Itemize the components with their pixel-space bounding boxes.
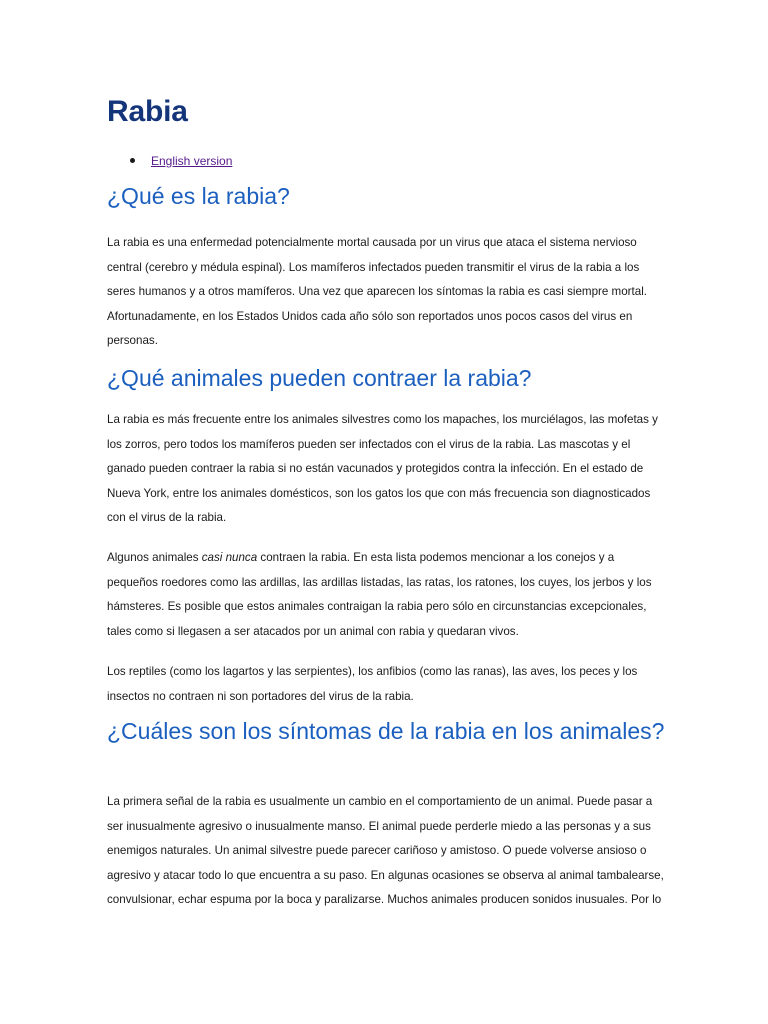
bullet-icon	[130, 158, 135, 163]
page-title: Rabia	[107, 95, 188, 128]
emphasis-casi-nunca: casi nunca	[201, 551, 258, 564]
paragraph-rare-animals-before: Algunos animales	[107, 551, 202, 564]
english-version-link[interactable]: English version	[151, 154, 233, 168]
paragraph-symptoms: La primera señal de la rabia es usualmente un cambio en el comportamiento de un animal. Puede pasar a ser inusualmente agresivo o inusualmente manso. El animal puede perderle miedo a las personas y a sus enemigos naturales. Un animal silvestre puede parecer cariñoso y amistoso. O puede volverse ansioso o agresivo y atacar todo lo que encuentra a su paso. En algunas ocasiones se observa al animal tambalearse, convulsionar, echar espuma por la boca y paralizarse. Muchos animales producen sonidos inusuales. Por lo	[107, 795, 664, 907]
paragraph-frequent-animals: La rabia es más frecuente entre los animales silvestres como los mapaches, los murciélagos, las mofetas y los zorros, pero todos los mamíferos pueden ser infectados con el virus de la rabia. Las mascotas y el ganado pueden contraer la rabia si no están vacunados y protegidos contra la infección. En el estado de Nueva York, entre los animales domésticos, son los gatos los que con más frecuencia son diagnosticados con el virus de la rabia.	[107, 413, 658, 525]
paragraph-what-is-rabies: La rabia es una enfermedad potencialmente mortal causada por un virus que ataca el sistema nervioso central (cerebro y médula espinal). Los mamíferos infectados pueden transmitir el virus de la rabia a los seres humanos y a otros mamíferos. Una vez que aparecen los síntomas la rabia es casi siempre mortal. Afortunadamente, en los Estados Unidos cada año sólo son reportados unos pocos casos del virus en personas.	[107, 236, 647, 348]
paragraph-rare-animals	[107, 546, 667, 644]
section-heading-what-is-rabies: ¿Qué es la rabia?	[107, 183, 290, 209]
section-heading-which-animals: ¿Qué animales pueden contraer la rabia?	[107, 365, 532, 391]
paragraph-rare-animals-after: contraen la rabia. En esta lista podemos mencionar a los conejos y a pequeños roedores como las ardillas, las ardillas listadas, las ratas, los ratones, los cuyes, los jerbos y los hámsteres. Es posible que estos animales contraigan la rabia pero sólo en circunstancias excepcionales, tales como si llegasen a ser atacados por un animal con rabia y quedaran vivos.	[107, 551, 652, 638]
paragraph-non-carriers: Los reptiles (como los lagartos y las serpientes), los anfibios (como las ranas), las aves, los peces y los insectos no contraen ni son portadores del virus de la rabia.	[107, 665, 638, 703]
section-heading-symptoms: ¿Cuáles son los síntomas de la rabia en los animales?	[107, 718, 665, 744]
